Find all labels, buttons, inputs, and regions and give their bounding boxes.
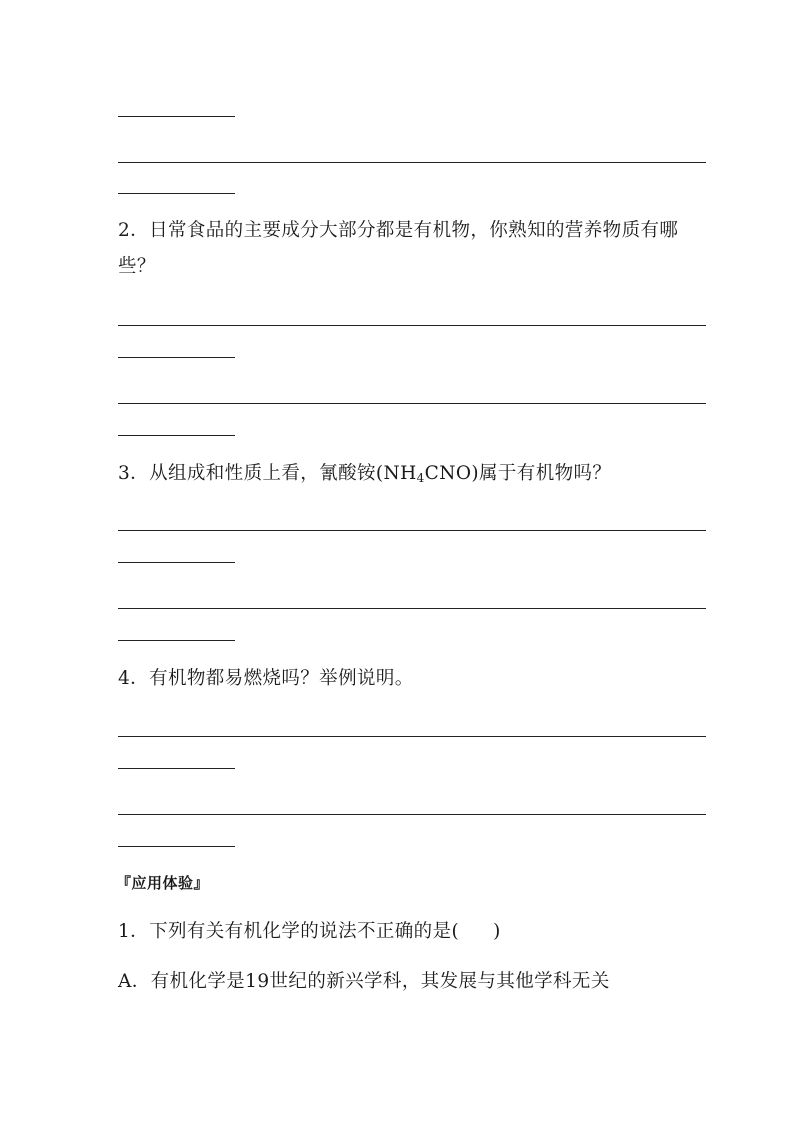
exercise-1-stem xyxy=(118,914,718,950)
question-text-end: CNO)属于有机物吗？ xyxy=(424,463,612,484)
answer-line xyxy=(118,846,235,847)
formula-subscript: 4 xyxy=(416,471,425,485)
exercise-stem: 下列有关有机化学的说法不正确的是( xyxy=(149,921,460,942)
question-text: 从组成和性质上看，氰酸铵(NH xyxy=(149,463,417,484)
question-number: 3． xyxy=(118,463,150,484)
answer-line xyxy=(118,403,706,404)
question-4 xyxy=(118,661,718,697)
answer-line xyxy=(118,562,235,563)
exercise-number: 1． xyxy=(118,921,150,942)
answer-line xyxy=(118,357,235,358)
question-number: 2． xyxy=(118,220,150,241)
exercise-1-option-a xyxy=(118,964,718,1000)
question-text: 有机物都易燃烧吗？举例说明。 xyxy=(149,668,414,689)
answer-line xyxy=(118,435,235,436)
exercise-stem-close: ) xyxy=(493,921,501,942)
answer-line xyxy=(118,814,706,815)
option-label: A． xyxy=(118,971,151,992)
question-2 xyxy=(118,213,718,285)
answer-line xyxy=(118,640,235,641)
section-title: 『应用体验』 xyxy=(116,874,210,892)
answer-line xyxy=(118,193,235,194)
answer-line xyxy=(118,608,706,609)
answer-line xyxy=(118,116,235,117)
answer-line xyxy=(118,768,235,769)
question-3 xyxy=(118,456,718,496)
question-text: 日常食品的主要成分大部分都是有机物，你熟知的营养物质有哪 xyxy=(149,220,679,241)
answer-line xyxy=(118,162,706,163)
question-text-continued: 些？ xyxy=(118,256,156,277)
answer-line xyxy=(118,530,706,531)
option-text: 有机化学是19世纪的新兴学科，其发展与其他学科无关 xyxy=(150,971,610,992)
question-number: 4． xyxy=(118,668,150,689)
answer-line xyxy=(118,736,706,737)
answer-line xyxy=(118,325,706,326)
